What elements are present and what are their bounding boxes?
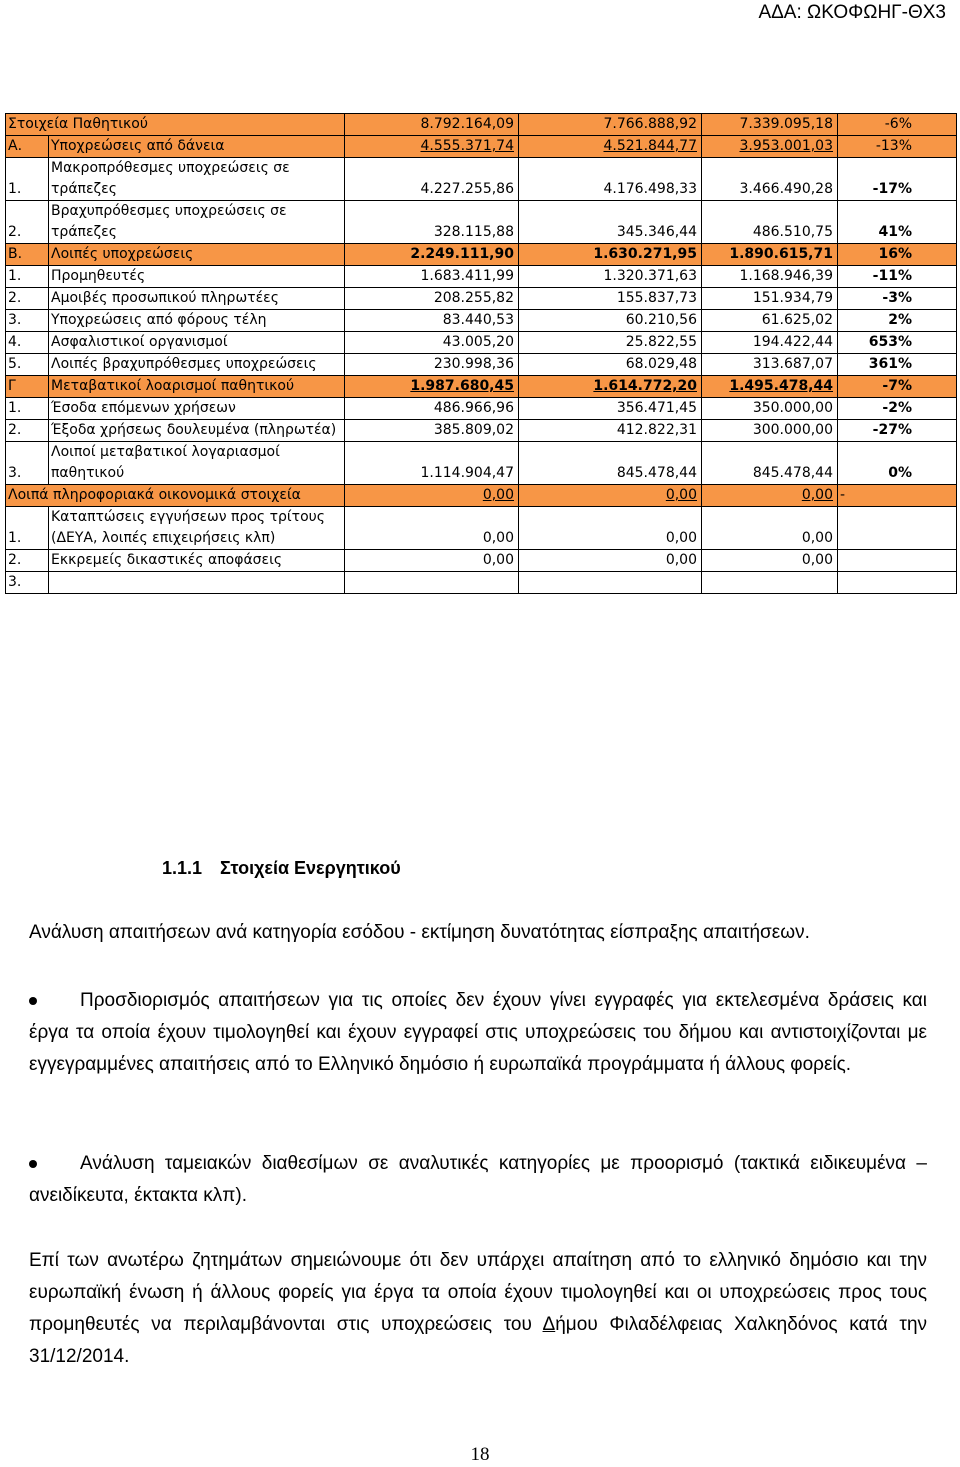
row-label: Στοιχεία Παθητικού (6, 114, 345, 136)
percent-cell: -27% (838, 420, 957, 442)
table-row (6, 244, 957, 266)
row-label: Έσοδα επόμενων χρήσεων (49, 398, 345, 420)
value-cell: 0,00 (519, 550, 702, 572)
section-subtitle: Ανάλυση απαιτήσεων ανά κατηγορία εσόδου - εκτίμηση δυνατότητας είσπραξης απαιτήσεων. (29, 922, 810, 943)
value-cell: 385.809,02 (345, 420, 519, 442)
value-cell: 4.176.498,33 (519, 158, 702, 201)
row-label: Λοιποί μεταβατικοί λογαριασμοί παθητικού (49, 442, 345, 485)
value-cell: 0,00 (345, 550, 519, 572)
ada-code: ΑΔΑ: ΩΚΟΦΩΗΓ-ΘΧ3 (758, 2, 946, 23)
percent-cell: -11% (838, 266, 957, 288)
table-row (6, 266, 957, 288)
row-number: 3. (6, 442, 49, 485)
empty-cell (838, 507, 957, 550)
value-cell: 194.422,44 (702, 332, 838, 354)
value-cell: 300.000,00 (702, 420, 838, 442)
table-row (6, 354, 957, 376)
value-cell: 845.478,44 (519, 442, 702, 485)
value-cell: 0,00 (345, 507, 519, 550)
bullet-item (29, 985, 927, 1081)
row-number: 2. (6, 288, 49, 310)
table-row (6, 158, 957, 201)
table-row (6, 550, 957, 572)
table-row (6, 572, 957, 594)
page-number: 18 (470, 1444, 490, 1465)
table-row (6, 114, 957, 136)
row-label: Εκκρεμείς δικαστικές αποφάσεις (49, 550, 345, 572)
value-cell: 0,00 (702, 485, 838, 507)
value-cell: 7.766.888,92 (519, 114, 702, 136)
value-cell: 1.320.371,63 (519, 266, 702, 288)
value-cell (702, 572, 838, 594)
percent-cell: - (838, 485, 957, 507)
table-row (6, 288, 957, 310)
row-label: Καταπτώσεις εγγυήσεων προς τρίτους (ΔΕΥΑ, λοιπές επιχειρήσεις κλπ) (49, 507, 345, 550)
paragraph-underlined-letter: Δ (542, 1314, 556, 1335)
value-cell: 4.555.371,74 (345, 136, 519, 158)
row-number: 4. (6, 332, 49, 354)
value-cell: 0,00 (345, 485, 519, 507)
percent-cell: 361% (838, 354, 957, 376)
row-number: 3. (6, 572, 49, 594)
value-cell: 3.953.001,03 (702, 136, 838, 158)
value-cell: 1.168.946,39 (702, 266, 838, 288)
percent-cell: 41% (838, 201, 957, 244)
row-label: Υποχρεώσεις από δάνεια (49, 136, 345, 158)
percent-cell: -13% (838, 136, 957, 158)
value-cell: 486.966,96 (345, 398, 519, 420)
table-row (6, 420, 957, 442)
bullet-text: Προσδιορισμός απαιτήσεων για τις οποίες δεν έχουν γίνει εγγραφές για εκτελεσμένα δράσεις και έργα τα οποία έχουν τιμολογηθεί και έχουν εγγραφεί στις υποχρεώσεις του δήμου και αντιστοιχίζονται με εγγεγραμμένες απαιτήσεις από το Ελληνικό δημόσιο ή ευρωπαϊκά προγράμματα ή άλλους φορείς. (29, 990, 927, 1075)
value-cell: 83.440,53 (345, 310, 519, 332)
value-cell: 1.987.680,45 (345, 376, 519, 398)
value-cell: 155.837,73 (519, 288, 702, 310)
row-label: Αμοιβές προσωπικού πληρωτέες (49, 288, 345, 310)
section-heading (162, 858, 401, 879)
liabilities-table (5, 113, 957, 594)
value-cell: 4.227.255,86 (345, 158, 519, 201)
percent-cell: -7% (838, 376, 957, 398)
value-cell: 412.822,31 (519, 420, 702, 442)
value-cell: 3.466.490,28 (702, 158, 838, 201)
percent-cell: 0% (838, 442, 957, 485)
value-cell: 486.510,75 (702, 201, 838, 244)
percent-cell: 2% (838, 310, 957, 332)
value-cell: 61.625,02 (702, 310, 838, 332)
row-number: Γ (6, 376, 49, 398)
percent-cell: -6% (838, 114, 957, 136)
row-number: 3. (6, 310, 49, 332)
row-label (49, 572, 345, 594)
value-cell: 25.822,55 (519, 332, 702, 354)
value-cell: 0,00 (519, 485, 702, 507)
row-number: 1. (6, 158, 49, 201)
table-row (6, 398, 957, 420)
percent-cell: -2% (838, 398, 957, 420)
percent-cell: 16% (838, 244, 957, 266)
bullet-dot-icon (29, 1160, 37, 1168)
row-number: 1. (6, 398, 49, 420)
value-cell: 845.478,44 (702, 442, 838, 485)
value-cell: 230.998,36 (345, 354, 519, 376)
row-label: Βραχυπρόθεσμες υποχρεώσεις σε τράπεζες (49, 201, 345, 244)
value-cell: 0,00 (702, 550, 838, 572)
value-cell: 2.249.111,90 (345, 244, 519, 266)
value-cell: 328.115,88 (345, 201, 519, 244)
value-cell: 1.114.904,47 (345, 442, 519, 485)
value-cell: 345.346,44 (519, 201, 702, 244)
row-number: 5. (6, 354, 49, 376)
row-label: Μεταβατικοί λοαρισμοί παθητικού (49, 376, 345, 398)
value-cell: 68.029,48 (519, 354, 702, 376)
value-cell: 0,00 (702, 507, 838, 550)
value-cell: 1.683.411,99 (345, 266, 519, 288)
closing-paragraph (29, 1245, 927, 1373)
table-row (6, 485, 957, 507)
row-number: Β. (6, 244, 49, 266)
table-row (6, 507, 957, 550)
value-cell: 313.687,07 (702, 354, 838, 376)
row-label: Μακροπρόθεσμες υποχρεώσεις σε τράπεζες (49, 158, 345, 201)
row-label: Προμηθευτές (49, 266, 345, 288)
value-cell: 8.792.164,09 (345, 114, 519, 136)
value-cell (345, 572, 519, 594)
value-cell: 356.471,45 (519, 398, 702, 420)
percent-cell: 653% (838, 332, 957, 354)
row-label: Λοιπά πληροφοριακά οικονομικά στοιχεία (6, 485, 345, 507)
bullet-item (29, 1148, 927, 1212)
percent-cell: -17% (838, 158, 957, 201)
value-cell: 7.339.095,18 (702, 114, 838, 136)
row-number: 1. (6, 266, 49, 288)
row-number: Α. (6, 136, 49, 158)
empty-cell (838, 550, 957, 572)
value-cell: 208.255,82 (345, 288, 519, 310)
section-number: 1.1.1 (162, 858, 203, 878)
value-cell: 350.000,00 (702, 398, 838, 420)
table-row (6, 442, 957, 485)
row-label: Λοιπές βραχυπρόθεσμες υποχρεώσεις (49, 354, 345, 376)
section-title: Στοιχεία Ενεργητικού (220, 858, 401, 878)
value-cell: 43.005,20 (345, 332, 519, 354)
row-label: Υποχρεώσεις από φόρους τέλη (49, 310, 345, 332)
percent-cell: -3% (838, 288, 957, 310)
value-cell: 60.210,56 (519, 310, 702, 332)
table-row (6, 376, 957, 398)
value-cell: 4.521.844,77 (519, 136, 702, 158)
value-cell: 1.630.271,95 (519, 244, 702, 266)
table-row (6, 201, 957, 244)
value-cell: 1.890.615,71 (702, 244, 838, 266)
paragraph-text-end: ήμου Φιλαδέλφειας Χαλκηδόνος κατά την 31/12/2014. (29, 1314, 928, 1367)
row-number: 2. (6, 550, 49, 572)
value-cell: 1.495.478,44 (702, 376, 838, 398)
value-cell: 1.614.772,20 (519, 376, 702, 398)
empty-cell (838, 572, 957, 594)
table-row (6, 332, 957, 354)
value-cell (519, 572, 702, 594)
paragraph-text: Επί των ανωτέρω ζητημάτων σημειώνουμε ότι δεν υπάρχει απαίτηση από το ελληνικό δημόσιο και την ευρωπαϊκή ένωση ή άλλους φορείς για έργα τα οποία έχουν τιμολογηθεί και οι υποχρεώσεις προς τους προμηθευτές να περιλαμβάνονται στις υποχρεώσεις του (29, 1250, 927, 1335)
bullet-text: Ανάλυση ταμειακών διαθεσίμων σε αναλυτικές κατηγορίες με προορισμό (τακτικά ειδικευμένα – ανειδίκευτα, έκτακτα κλπ). (29, 1153, 927, 1206)
row-label: Έξοδα χρήσεως δουλευμένα (πληρωτέα) (49, 420, 345, 442)
row-label: Ασφαλιστικοί οργανισμοί (49, 332, 345, 354)
table-row (6, 136, 957, 158)
value-cell: 0,00 (519, 507, 702, 550)
row-number: 1. (6, 507, 49, 550)
row-number: 2. (6, 420, 49, 442)
table-row (6, 310, 957, 332)
row-number: 2. (6, 201, 49, 244)
bullet-dot-icon (29, 997, 37, 1005)
row-label: Λοιπές υποχρεώσεις (49, 244, 345, 266)
value-cell: 151.934,79 (702, 288, 838, 310)
